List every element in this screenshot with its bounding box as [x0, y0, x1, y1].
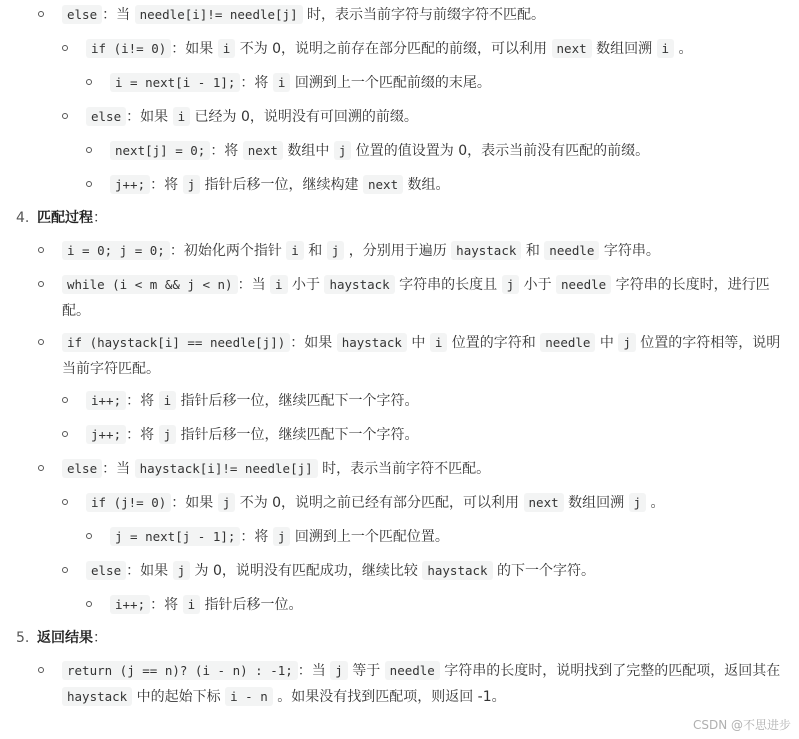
text-span: 等于: [347, 663, 385, 679]
inline-code: next[j] = 0;: [110, 141, 210, 160]
text-span: 位置的字符相等，说明当前字符匹配。: [62, 335, 781, 377]
inline-code: i: [657, 39, 675, 58]
inline-code: i = 0; j = 0;: [62, 241, 170, 260]
list-item: [0, 592, 799, 618]
text-span: 指针后移一位，继续构建: [200, 177, 363, 193]
text-span: 中的起始下标: [132, 689, 226, 705]
inline-code: needle: [544, 241, 599, 260]
item-text: [86, 104, 418, 130]
inline-code: haystack: [422, 561, 492, 580]
inline-code: i: [286, 241, 304, 260]
text-span: 位置的字符和: [447, 335, 541, 351]
item-text: [62, 272, 787, 324]
text-span: ：初始化两个指针: [169, 243, 287, 259]
item-text: [110, 70, 491, 96]
text-span: 不为 0，说明之前已经有部分匹配，可以利用: [235, 495, 524, 511]
watermark: CSDN @不思进步: [692, 718, 791, 732]
inline-code: needle[i]!= needle[j]: [135, 5, 303, 24]
inline-code: haystack[i]!= needle[j]: [135, 459, 318, 478]
inline-code: i: [218, 39, 236, 58]
section-heading: [0, 625, 799, 651]
inline-code: needle: [556, 275, 611, 294]
item-text: [110, 138, 649, 164]
inline-code: j: [159, 425, 177, 444]
inline-code: j: [330, 661, 348, 680]
item-text: [110, 592, 303, 618]
list-item: [0, 388, 799, 414]
text-span: 指针后移一位，继续匹配下一个字符。: [176, 393, 419, 409]
inline-code: if (j!= 0): [86, 493, 171, 512]
list-item: [0, 2, 799, 28]
text-span: 数组。: [403, 177, 450, 193]
text-span: ：将: [210, 143, 243, 159]
list-item: [0, 422, 799, 448]
bullet-icon: [38, 465, 44, 471]
text-span: 字符串。: [599, 243, 660, 259]
inline-code: needle: [385, 661, 440, 680]
inline-code: i: [270, 275, 288, 294]
inline-code: else: [86, 107, 126, 126]
inline-code: j: [629, 493, 647, 512]
text-span: 字符串的长度时，说明找到了完整的匹配项，返回其在: [439, 663, 781, 679]
inline-code: haystack: [337, 333, 407, 352]
item-text: [37, 205, 107, 231]
text-span: 小于: [287, 277, 325, 293]
item-text: [62, 2, 545, 28]
list-item: [0, 490, 799, 516]
text-span: ：如果: [171, 41, 218, 57]
item-text: [110, 524, 449, 550]
list-item: [0, 524, 799, 550]
inline-code: j: [334, 141, 352, 160]
text-span: ：如果: [126, 563, 173, 579]
item-text: [86, 490, 665, 516]
inline-code: j: [273, 527, 291, 546]
text-span: 。: [646, 495, 665, 511]
inline-code: i = next[i - 1];: [110, 73, 240, 92]
bullet-icon: [86, 147, 92, 153]
list-item: [0, 272, 799, 324]
text-span: 数组回溯: [591, 41, 657, 57]
item-text: [86, 558, 595, 584]
item-text: [110, 172, 450, 198]
inline-code: return (j == n)? (i - n) : -1;: [62, 661, 298, 680]
inline-code: next: [243, 141, 283, 160]
text-span: 小于: [519, 277, 557, 293]
inline-code: i: [173, 107, 191, 126]
inline-code: j: [173, 561, 191, 580]
bullet-icon: [62, 431, 68, 437]
bullet-icon: [86, 79, 92, 85]
section-heading: [0, 205, 799, 231]
bullet-icon: [38, 339, 44, 345]
bullet-icon: [38, 667, 44, 673]
bullet-icon: [38, 281, 44, 287]
bullet-icon: [62, 397, 68, 403]
text-span: 。如果没有找到匹配项，则返回 -1。: [272, 689, 506, 705]
text-span: 为 0，说明没有匹配成功，继续比较: [190, 563, 423, 579]
text-span: ：如果: [290, 335, 337, 351]
item-text: [86, 388, 419, 414]
list-item: [0, 658, 799, 710]
text-span: 回溯到上一个匹配前缀的末尾。: [290, 75, 491, 91]
inline-code: else: [62, 459, 102, 478]
list-item: [0, 70, 799, 96]
list-item: [0, 36, 799, 62]
text-span: 指针后移一位。: [200, 597, 303, 613]
text-span: 的下一个字符。: [492, 563, 596, 579]
item-text: [62, 238, 660, 264]
text-span: ：如果: [171, 495, 218, 511]
text-span: ：将: [240, 529, 273, 545]
bullet-icon: [62, 113, 68, 119]
text-span: ：当: [102, 461, 135, 477]
inline-code: else: [86, 561, 126, 580]
list-number: 5.: [16, 630, 30, 646]
item-text: [62, 456, 490, 482]
section-title: 返回结果: [37, 630, 93, 646]
bullet-icon: [86, 181, 92, 187]
item-text: [62, 330, 791, 382]
text-span: 数组中: [282, 143, 334, 159]
bullet-icon: [62, 567, 68, 573]
text-span: 回溯到上一个匹配位置。: [290, 529, 449, 545]
bullet-icon: [38, 247, 44, 253]
text-span: ：: [93, 630, 107, 646]
text-span: ，分别用于遍历: [344, 243, 452, 259]
inline-code: else: [62, 5, 102, 24]
inline-code: j: [327, 241, 345, 260]
inline-code: next: [552, 39, 592, 58]
list-item: [0, 172, 799, 198]
inline-code: haystack: [451, 241, 521, 260]
text-span: ：: [93, 210, 107, 226]
list-item: [0, 104, 799, 130]
inline-code: j++;: [86, 425, 126, 444]
text-span: ：将: [126, 393, 159, 409]
text-span: 。: [674, 41, 693, 57]
inline-code: i: [159, 391, 177, 410]
inline-code: i: [273, 73, 291, 92]
bullet-icon: [38, 11, 44, 17]
list-number: 4.: [16, 210, 30, 226]
inline-code: j: [618, 333, 636, 352]
inline-code: next: [524, 493, 564, 512]
inline-code: j++;: [110, 175, 150, 194]
inline-code: i++;: [110, 595, 150, 614]
text-span: ：当: [102, 7, 135, 23]
text-span: 不为 0，说明之前存在部分匹配的前缀，可以利用: [235, 41, 552, 57]
text-span: 时，表示当前字符与前缀字符不匹配。: [302, 7, 546, 23]
text-span: ：将: [150, 177, 183, 193]
inline-code: i: [183, 595, 201, 614]
inline-code: if (i!= 0): [86, 39, 171, 58]
text-span: 中: [595, 335, 619, 351]
list-item: [0, 330, 799, 382]
inline-code: while (i < m && j < n): [62, 275, 238, 294]
text-span: 字符串的长度且: [394, 277, 502, 293]
inline-code: i - n: [225, 687, 273, 706]
bullet-icon: [86, 601, 92, 607]
item-text: [37, 625, 107, 651]
text-span: ：将: [126, 427, 159, 443]
list-item: [0, 558, 799, 584]
text-span: 和: [303, 243, 327, 259]
inline-code: j: [502, 275, 520, 294]
text-span: 位置的值设置为 0，表示当前没有匹配的前缀。: [351, 143, 650, 159]
bullet-icon: [86, 533, 92, 539]
list-item: [0, 238, 799, 264]
inline-code: haystack: [324, 275, 394, 294]
list-item: [0, 456, 799, 482]
list-item: [0, 138, 799, 164]
inline-code: next: [363, 175, 403, 194]
text-span: ：当: [237, 277, 271, 293]
bullet-icon: [62, 499, 68, 505]
item-text: [86, 422, 419, 448]
inline-code: j: [218, 493, 236, 512]
inline-code: needle: [540, 333, 595, 352]
text-span: ：将: [150, 597, 183, 613]
text-span: 和: [521, 243, 545, 259]
text-span: 指针后移一位，继续匹配下一个字符。: [176, 427, 419, 443]
inline-code: i: [430, 333, 448, 352]
item-text: [62, 658, 787, 710]
bullet-icon: [62, 45, 68, 51]
text-span: 字符串的长度时，进行匹配。: [62, 277, 770, 319]
item-text: [86, 36, 693, 62]
inline-code: if (haystack[i] == needle[j]): [62, 333, 290, 352]
section-title: 匹配过程: [37, 210, 93, 226]
text-span: ：当: [297, 663, 331, 679]
text-span: 中: [406, 335, 430, 351]
inline-code: haystack: [62, 687, 132, 706]
text-span: ：如果: [126, 109, 173, 125]
inline-code: i++;: [86, 391, 126, 410]
inline-code: j: [183, 175, 201, 194]
text-span: 数组回溯: [563, 495, 629, 511]
text-span: ：将: [240, 75, 273, 91]
text-span: 时，表示当前字符不匹配。: [317, 461, 491, 477]
text-span: 已经为 0，说明没有可回溯的前缀。: [190, 109, 418, 125]
inline-code: j = next[j - 1];: [110, 527, 240, 546]
